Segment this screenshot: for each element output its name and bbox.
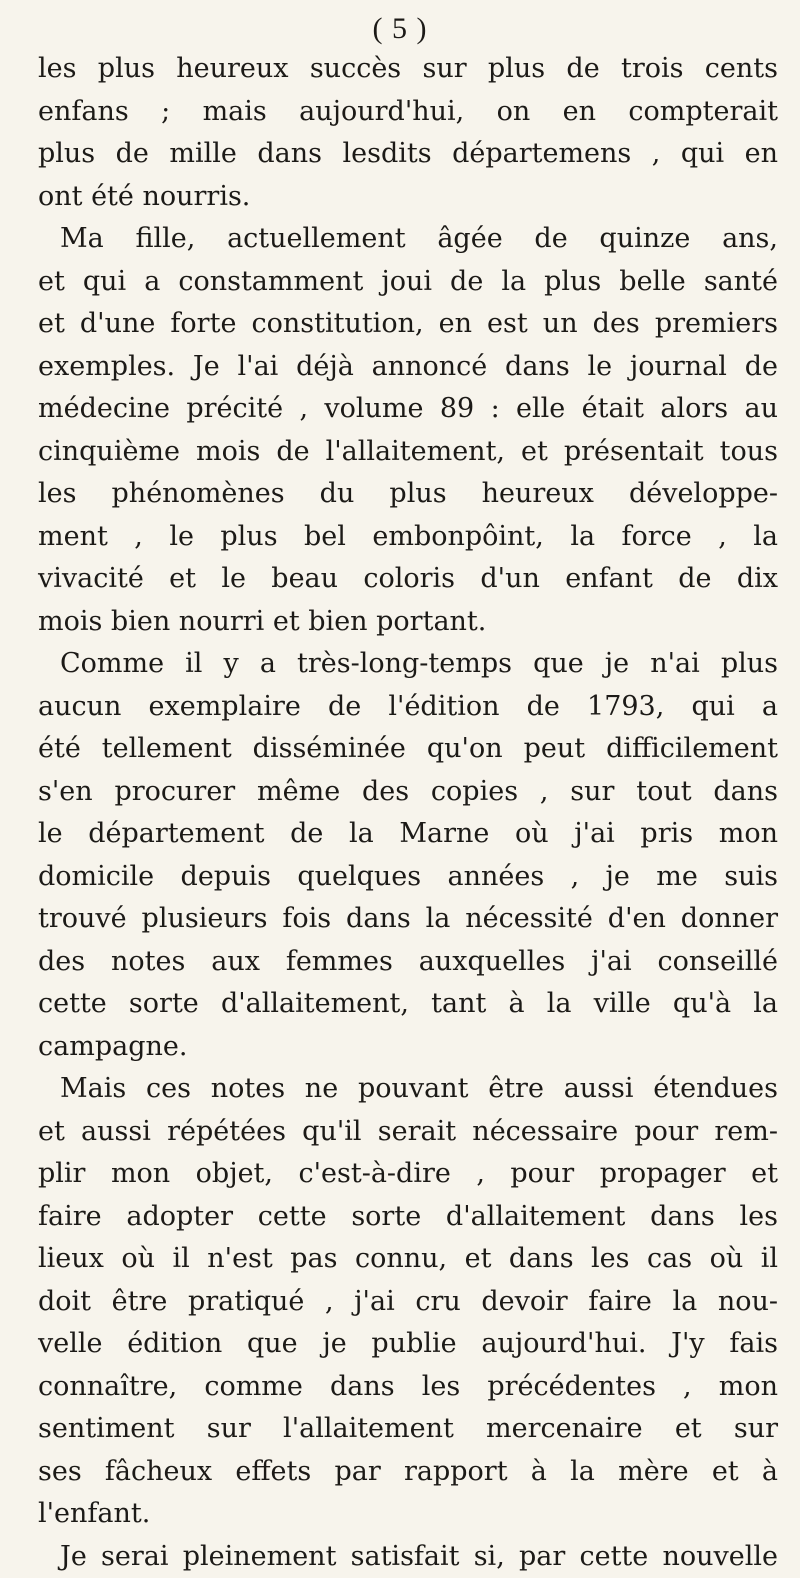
text-line: campagne.: [38, 1026, 778, 1069]
text-line: des notes aux femmes auxquelles j'ai conseillé: [38, 941, 778, 984]
text-line: connaître, comme dans les précédentes , mon: [38, 1366, 778, 1409]
text-line: vivacité et le beau coloris d'un enfant de dix: [38, 558, 778, 601]
text-line: cinquième mois de l'allaitement, et présentait tous: [38, 431, 778, 474]
text-line: sentiment sur l'allaitement mercenaire et sur: [38, 1408, 778, 1451]
text-line: ses fâcheux effets par rapport à la mère et à: [38, 1451, 778, 1494]
text-line: les plus heureux succès sur plus de trois cents: [38, 48, 778, 91]
text-line: Je serai pleinement satisfait si, par cette nouvelle: [38, 1536, 778, 1578]
text-line: plir mon objet, c'est-à-dire , pour propager et: [38, 1153, 778, 1196]
text-line: trouvé plusieurs fois dans la nécessité d'en donner: [38, 898, 778, 941]
text-line: médecine précité , volume 89 : elle était alors au: [38, 388, 778, 431]
text-line: exemples. Je l'ai déjà annoncé dans le journal de: [38, 346, 778, 389]
text-line: cette sorte d'allaitement, tant à la ville qu'à la: [38, 983, 778, 1026]
text-line: mois bien nourri et bien portant.: [38, 601, 778, 644]
text-line: aucun exemplaire de l'édition de 1793, qui a: [38, 686, 778, 729]
text-line: et qui a constamment joui de la plus belle santé: [38, 261, 778, 304]
text-line: Comme il y a très-long-temps que je n'ai plus: [38, 643, 778, 686]
text-line: s'en procurer même des copies , sur tout dans: [38, 771, 778, 814]
text-line: et d'une forte constitution, en est un des premiers: [38, 303, 778, 346]
text-line: plus de mille dans lesdits départemens , qui en: [38, 133, 778, 176]
body-text: [38, 48, 778, 1578]
text-line: Ma fille, actuellement âgée de quinze ans,: [38, 218, 778, 261]
text-line: les phénomènes du plus heureux développe-: [38, 473, 778, 516]
text-line: ment , le plus bel embonpôint, la force , la: [38, 516, 778, 559]
text-line: été tellement disséminée qu'on peut difficilement: [38, 728, 778, 771]
text-line: et aussi répétées qu'il serait nécessaire pour rem-: [38, 1111, 778, 1154]
text-line: le département de la Marne où j'ai pris mon: [38, 813, 778, 856]
text-line: domicile depuis quelques années , je me suis: [38, 856, 778, 899]
text-line: doit être pratiqué , j'ai cru devoir faire la nou-: [38, 1281, 778, 1324]
text-line: lieux où il n'est pas connu, et dans les cas où il: [38, 1238, 778, 1281]
page-number: ( 5 ): [0, 12, 800, 46]
text-line: faire adopter cette sorte d'allaitement dans les: [38, 1196, 778, 1239]
text-line: ont été nourris.: [38, 176, 778, 219]
text-line: velle édition que je publie aujourd'hui. J'y fais: [38, 1323, 778, 1366]
text-line: l'enfant.: [38, 1493, 778, 1536]
text-line: enfans ; mais aujourd'hui, on en compterait: [38, 91, 778, 134]
text-line: Mais ces notes ne pouvant être aussi étendues: [38, 1068, 778, 1111]
